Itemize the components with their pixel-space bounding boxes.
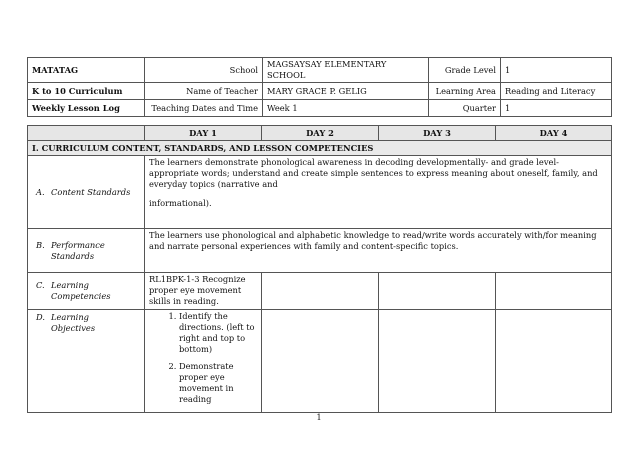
curriculum-label: K to 10 Curriculum [28,83,145,100]
matatag-label: MATATAG [28,58,145,83]
competencies-day-2 [262,273,379,310]
grade-level-label: Grade Level [429,58,501,83]
performance-letter: B. [36,239,45,250]
quarter-label: Quarter [429,100,501,117]
learning-area-label: Learning Area [429,83,501,100]
quarter-value: 1 [501,100,612,117]
objectives-day-3 [379,310,496,413]
dates-label: Teaching Dates and Time [145,100,263,117]
school-label: School [145,58,263,83]
page-number: 1 [316,413,322,422]
grade-level-value: 1 [501,58,612,83]
teacher-value: MARY GRACE P. GELIG [263,83,429,100]
learning-area-value: Reading and Literacy [501,83,612,100]
performance-label-text: Performance Standards [51,239,105,261]
objectives-label-text: Learning Objectives [51,312,96,333]
school-value: MAGSAYSAY ELEMENTARY SCHOOL [263,58,429,83]
objectives-letter: D. [36,312,45,322]
content-label-text: Content Standards [51,186,131,197]
learning-competencies-label [28,273,145,310]
day-3-header: DAY 3 [379,126,496,141]
content-standards-text [145,156,612,229]
competencies-label-text: Learning Competencies [51,280,111,301]
content-letter: A. [36,186,45,197]
objectives-day-1 [145,310,262,413]
teacher-label: Name of Teacher [145,83,263,100]
day-1-header: DAY 1 [145,126,262,141]
day-4-header: DAY 4 [496,126,612,141]
learning-objectives-label [28,310,145,413]
lesson-table [27,125,612,413]
day-2-header: DAY 2 [262,126,379,141]
performance-standards-text: The learners use phonological and alphabetic knowledge to read/write words accurately with/for meaning and narrate personal experiences with family and content-specific topics. [145,229,612,273]
objectives-day-4 [496,310,612,413]
dates-value: Week 1 [263,100,429,117]
content-text-2: informational). [149,198,212,208]
objective-item: 1. Identify the directions. (left to right and top to bottom) [179,311,257,355]
objectives-list [149,311,257,405]
content-text-1: The learners demonstrate phonological awareness in decoding developmentally- and grade level-appropriate words; understand and create simple sentences to express meaning about oneself, family, and everyday topics (narrative and [149,157,598,189]
competencies-letter: C. [36,280,45,290]
objective-item: 2. Demonstrate proper eye movement in reading [179,361,257,405]
header-table [27,57,612,117]
objectives-day-2 [262,310,379,413]
competencies-day-4 [496,273,612,310]
competencies-day-1: RL1BPK-1-3 Recognize proper eye movement skills in reading. [145,273,262,310]
performance-standards-label [28,229,145,273]
content-standards-label [28,156,145,229]
day-header-empty [28,126,145,141]
lesson-log-label: Weekly Lesson Log [28,100,145,117]
competencies-day-3 [379,273,496,310]
section-title: I. CURRICULUM CONTENT, STANDARDS, AND LESSON COMPETENCIES [28,141,612,156]
